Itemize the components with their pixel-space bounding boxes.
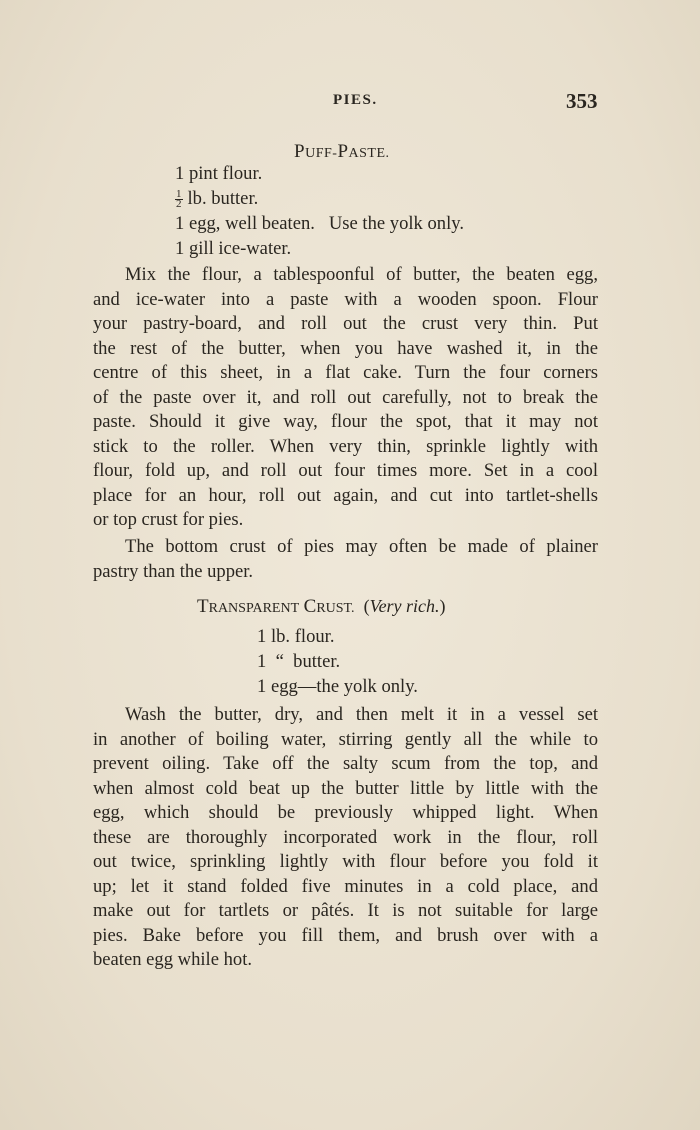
ingredient-line: $\frac{1}{2}$ lb. butter.: [176, 188, 259, 210]
ingredient-line: 1 lb. flour.: [257, 626, 335, 647]
ingredient-list: [175, 161, 464, 261]
ingredient-line: 1 pint flour.: [175, 163, 263, 184]
ingredient-line: 1 “ butter.: [257, 651, 341, 672]
instructions-paragraph: Mix the flour, a tablespoonful of butter, the beaten egg, and ice-water into a paste with a wooden spoon. Flour your pastry-board, and roll out the crust very thin. Put the rest of the butter, when you have washed it, in the centre of this sheet, in a flat cake. Turn the four corners of the paste over it, and roll out carefully, not to break the paste. Should it give way, flour the spot, that it may not stick to the roller. When very thin, sprinkle lightly with flour, fold up, and roll out four times more. Set in a cool place for an hour, roll out again, and cut into tartlet-shells or top crust for pies.: [93, 264, 598, 530]
recipe-note: Very rich.: [369, 596, 440, 616]
running-head: [0, 89, 700, 116]
ingredient-list: [257, 624, 418, 699]
instructions-paragraph: Wash the butter, dry, and then melt it in a vessel set in another of boiling water, stirring gently all the while to prevent oiling. Take off the salty scum from the top, and when almost cold beat up the butter little by little with the egg, which should be previously whipped light. When these are thoroughly incorporated work in the flour, roll out twice, sprinkling lightly with flour before you fold it up; let it stand folded five minutes in a cold place, and make out for tartlets or pâtés. It is not suitable for large pies. Bake before you fill them, and brush over with a beaten egg while hot.: [93, 704, 598, 970]
page-number: 353: [566, 89, 598, 113]
ingredient-line: 1 egg, well beaten. Use the yolk only.: [175, 213, 465, 234]
ingredient-line: 1 gill ice-water.: [175, 238, 292, 259]
recipe-title-puff-paste: PUFF-PASTE.: [294, 141, 390, 162]
running-head-title: PIES.: [333, 92, 378, 108]
note-paragraph: The bottom crust of pies may often be made of plainer pastry than the upper.: [93, 536, 598, 582]
ingredient-line: 1 egg—the yolk only.: [257, 676, 418, 697]
fraction-half: $\frac{1}{2}$: [176, 188, 182, 210]
recipe-title-transparent-crust: TRANSPARENT CRUST. (Very rich.): [197, 596, 446, 617]
